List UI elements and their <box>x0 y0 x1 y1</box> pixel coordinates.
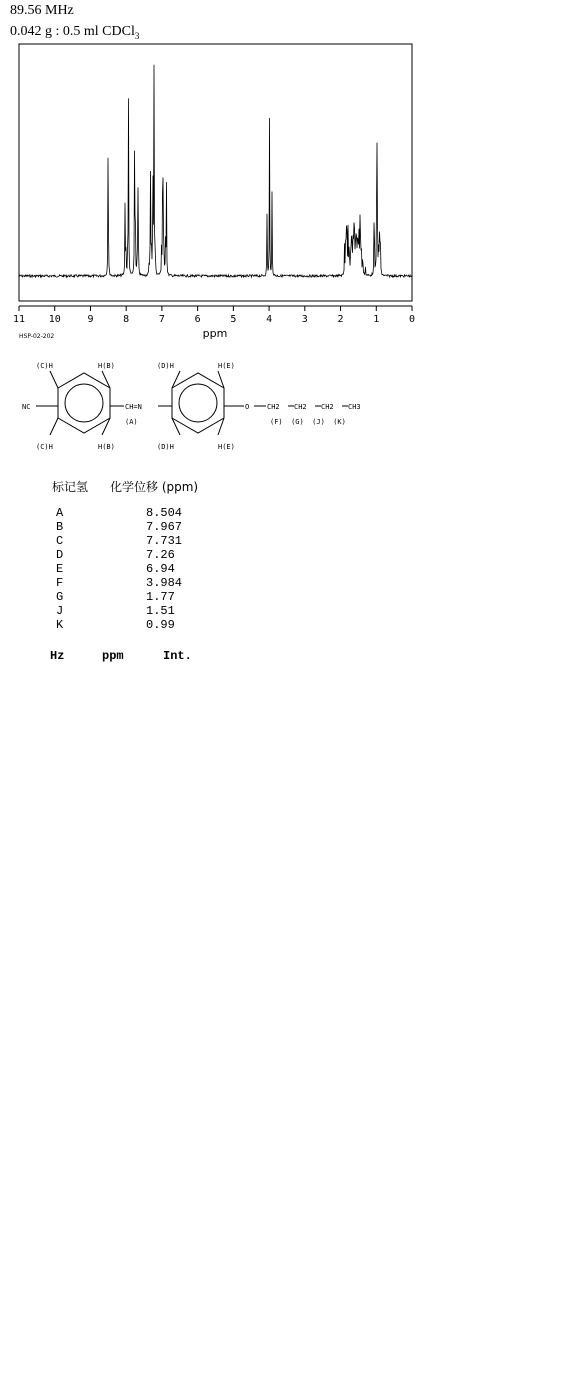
chain-ch2-2: CH2 <box>294 403 307 411</box>
assignment-shift: 7.731 <box>146 534 183 548</box>
h-label-d-top: (D)H <box>157 362 174 370</box>
h-label-d-bottom: (D)H <box>157 443 174 451</box>
sample-concentration <box>10 24 139 41</box>
assignment-label: A <box>56 506 64 520</box>
spectrometer-frequency: 89.56 MHz <box>10 3 74 18</box>
assignment-label: K <box>56 618 64 632</box>
x-tick-label-1: 1 <box>373 314 380 325</box>
assignment-shift: 1.77 <box>146 590 175 604</box>
x-axis-label: ppm <box>202 327 228 340</box>
x-tick-label-0: 0 <box>408 314 416 325</box>
molecular-structure <box>0 355 570 455</box>
h-bond-3 <box>50 418 58 435</box>
x-tick-label-7: 7 <box>158 314 165 325</box>
x-tick-label-8: 8 <box>123 314 130 325</box>
int-header: Int. <box>163 649 192 663</box>
assignment-label: G <box>56 590 64 604</box>
oxygen-label: O <box>245 403 250 411</box>
nitrile-label: NC <box>22 403 31 411</box>
assignment-shift: 8.504 <box>146 506 183 520</box>
chain-ch3: CH3 <box>348 403 361 411</box>
assignment-label: E <box>56 562 64 576</box>
sample-subscript: 3 <box>134 30 140 41</box>
right-ring-circle <box>179 384 217 422</box>
x-tick-label-3: 3 <box>301 314 308 325</box>
assignment-label-header: 标记氢 <box>52 480 89 494</box>
x-tick-label-9: 9 <box>87 314 94 325</box>
assignment-shift-header: 化学位移 (ppm) <box>110 480 199 494</box>
assignment-shift: 3.984 <box>146 576 183 590</box>
h-label-b-top: H(B) <box>98 362 115 370</box>
chain-ch2-3: CH2 <box>321 403 334 411</box>
h-bond-1 <box>50 371 58 388</box>
assignment-label: F <box>56 576 64 590</box>
imine-label: CH=N <box>125 403 142 411</box>
assignment-label: C <box>56 534 64 548</box>
x-tick-label-6: 6 <box>194 314 201 325</box>
nmr-spectrum-chart <box>0 40 570 345</box>
sample-concentration-text: 0.042 g : 0.5 ml CDCl <box>10 24 135 39</box>
assignment-label: J <box>56 604 64 618</box>
assignment-label: B <box>56 520 64 534</box>
chain-h-labels: (F) (G) (J) (K) <box>270 418 346 426</box>
plot-frame <box>19 44 412 301</box>
assignment-shift: 7.26 <box>146 548 175 562</box>
chain-ch2-1: CH2 <box>267 403 280 411</box>
ppm-header: ppm <box>102 649 124 663</box>
assignment-shift: 7.967 <box>146 520 183 534</box>
assignment-shift: 0.99 <box>146 618 175 632</box>
x-tick-label-11: 11 <box>12 314 26 325</box>
h-label-e-top: H(E) <box>218 362 235 370</box>
x-axis-tick-labels <box>13 314 415 325</box>
h-label-c-bottom: (C)H <box>36 443 53 451</box>
right-benzene-ring <box>172 373 224 433</box>
hz-header: Hz <box>50 649 65 663</box>
assignment-label: D <box>56 548 64 562</box>
left-benzene-ring <box>58 373 110 433</box>
h-label-e-bottom: H(E) <box>218 443 235 451</box>
spectrum-code: HSP-02-202 <box>19 333 55 340</box>
x-axis-ticks <box>19 306 412 311</box>
x-tick-label-10: 10 <box>48 314 61 325</box>
left-ring-circle <box>65 384 103 422</box>
assignment-shift: 6.94 <box>146 562 175 576</box>
assignment-shift: 1.51 <box>146 604 175 618</box>
imine-h-label: (A) <box>125 418 138 426</box>
x-tick-label-2: 2 <box>337 314 344 325</box>
h-label-c-top: (C)H <box>36 362 53 370</box>
x-tick-label-5: 5 <box>230 314 237 325</box>
spectrum-trace <box>19 65 412 278</box>
h-label-b-bottom: H(B) <box>98 443 115 451</box>
x-tick-label-4: 4 <box>266 314 273 325</box>
